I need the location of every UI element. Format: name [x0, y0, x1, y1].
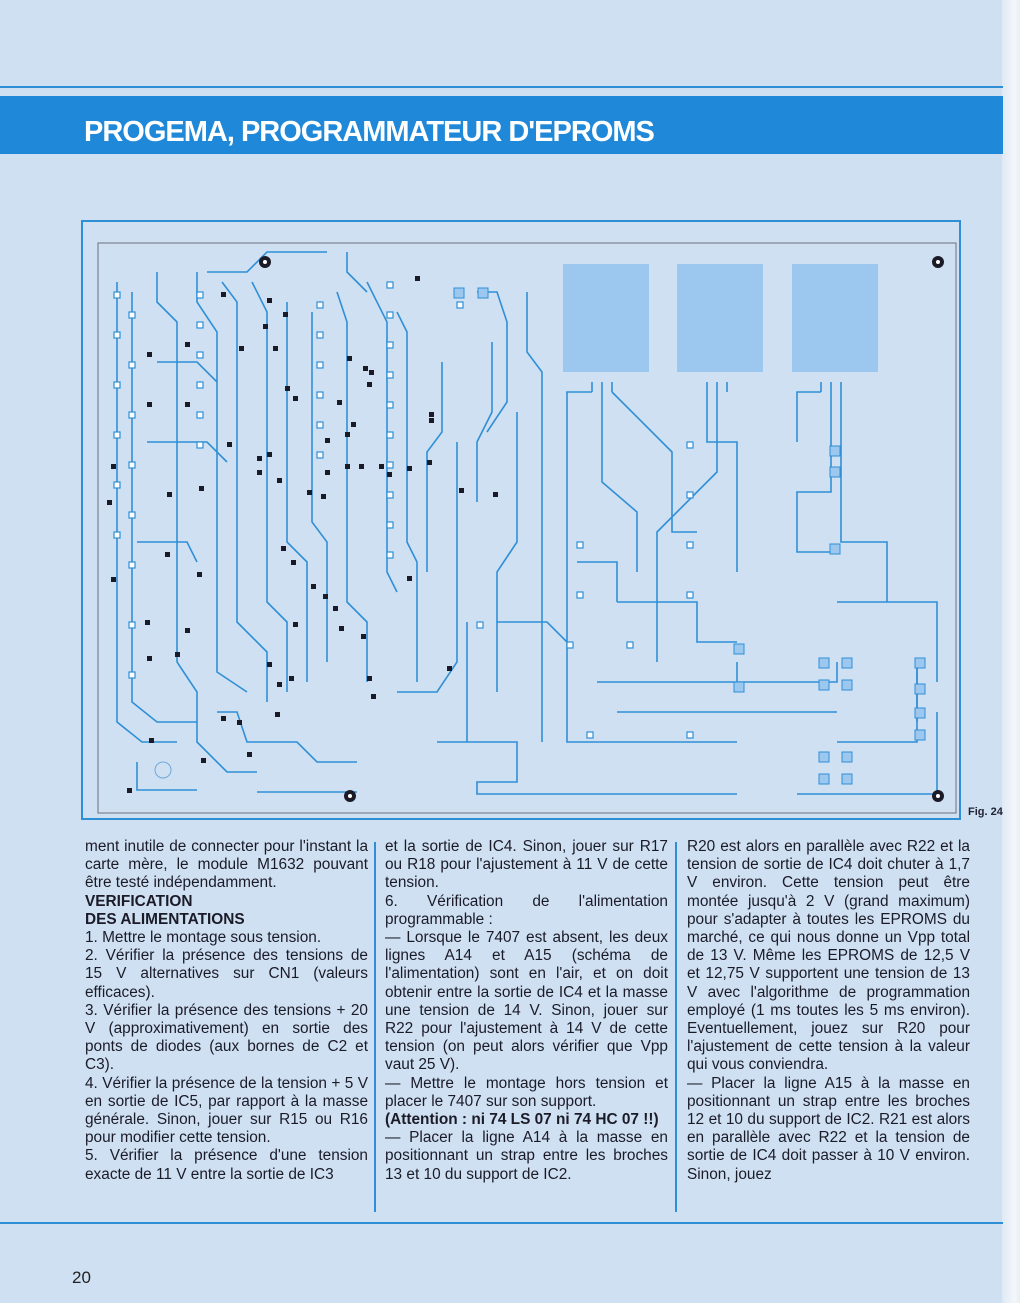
paragraph: 1. Mettre le montage sous tension. — [85, 929, 322, 947]
article-title: PROGEMA, PROGRAMMATEUR D'EPROMS — [84, 116, 654, 148]
section-heading: VERIFICATION — [85, 892, 193, 910]
pcb-layout-figure — [97, 242, 957, 814]
paragraph: ment inutile de connecter pour l'instant la carte mère, le module M1632 pouvant être testé indépendamment. — [85, 838, 368, 892]
footer-rule — [0, 1222, 1003, 1224]
text-column-1 — [85, 838, 368, 1184]
paragraph: — Lorsque le 7407 est absent, les deux lignes A14 et A15 (schéma de l'alimentation) sont en l'air, et on doit obtenir entre la sortie de IC4 et la masse une tension de 14 V. Sinon, jouer sur R22 pour l'ajustement à 14 V de cette tension (on peut alors vérifier que Vpp vaut 25 V). — [385, 929, 668, 1074]
paragraph: — Mettre le montage hors tension et placer le 7407 sur son support. — [385, 1074, 668, 1110]
header-top-rule — [0, 86, 1003, 88]
heatsink-pads — [563, 264, 878, 372]
paragraph: 6. Vérification de l'alimentation programmable : — [385, 892, 668, 928]
paragraph: — Placer la ligne A14 à la masse en positionnant un strap entre les broches 13 et 10 du support de IC2. — [385, 1129, 668, 1183]
text-column-3 — [687, 838, 970, 1184]
paragraph: 3. Vérifier la présence des tensions + 20 V (approximativement) en sortie des ponts de diodes (aux bornes de C2 et C3). — [85, 1001, 368, 1074]
figure-label: Fig. 24 — [968, 806, 1003, 818]
paragraph: et la sortie de IC4. Sinon, jouer sur R17 ou R18 pour l'ajustement à 11 V de cette tension. — [385, 838, 668, 892]
paragraph: 5. Vérifier la présence d'une tension exacte de 11 V entre la sortie de IC3 — [85, 1147, 368, 1183]
paragraph: R20 est alors en parallèle avec R22 et la tension de sortie de IC4 doit chuter à 1,7 V environ. Cette tension peut être montée jusqu'à 2 V (grand maximum) pour s'adapter à toutes les EPROMS du marché, ce qui nous donne un Vpp total de 13 V. Même les EPROMS de 12,5 V et 12,75 V supportent une tension de 13 V avec l'algorithme de programmation employé (1 ms toutes les 5 ms environ). Eventuellement, jouez sur R20 pour l'ajustement de cette tension à la valeur qui vous conviendra. — [687, 838, 970, 1074]
section-heading: DES ALIMENTATIONS — [85, 910, 245, 928]
page-edge — [1002, 0, 1020, 1303]
paragraph: 2. Vérifier la présence des tensions de 15 V alternatives sur CN1 (valeurs efficaces). — [85, 947, 368, 1001]
column-divider — [675, 842, 677, 1212]
text-column-2 — [385, 838, 668, 1184]
warning-text: (Attention : ni 74 LS 07 ni 74 HC 07 !!) — [385, 1111, 659, 1129]
column-divider — [374, 842, 376, 1212]
paragraph: — Placer la ligne A15 à la masse en positionnant un strap entre les broches 12 et 10 du support de IC2. R21 est alors en parallèle avec R22 et la tension de sortie de IC4 doit passer à 10 V environ. Sinon, jouez — [687, 1074, 970, 1183]
page-number: 20 — [72, 1268, 91, 1287]
paragraph: 4. Vérifier la présence de la tension + 5 V en sortie de IC5, par rapport à la masse générale. Sinon, jouer sur R15 ou R16 pour modifier cette tension. — [85, 1074, 368, 1147]
